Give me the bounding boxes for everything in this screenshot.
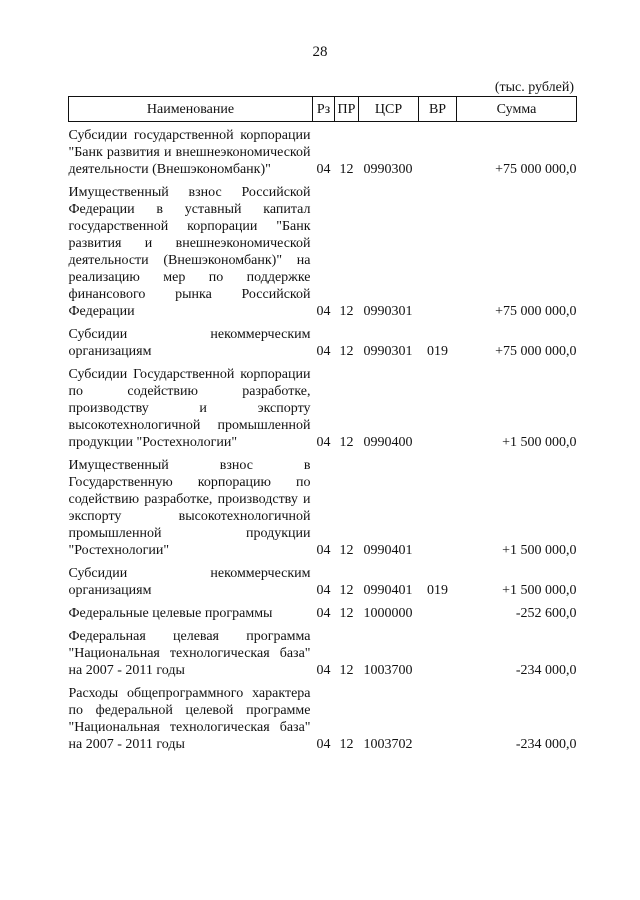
- row-pr: 12: [339, 737, 354, 752]
- row-vr: [419, 599, 457, 622]
- row-vr: [419, 178, 457, 320]
- table-row: [69, 360, 577, 451]
- row-csr: 0990300: [363, 162, 413, 177]
- row-vr: [419, 622, 457, 679]
- row-csr: 0990301: [363, 344, 413, 359]
- page-number: 28: [312, 44, 328, 60]
- row-pr: 12: [339, 606, 354, 621]
- row-rz: 04: [316, 663, 331, 678]
- row-csr: 0990301: [363, 304, 413, 319]
- row-vr: [419, 360, 457, 451]
- row-sum: +1 500 000,0: [502, 583, 577, 598]
- row-pr: 12: [339, 543, 354, 558]
- table-header-row: [69, 97, 577, 122]
- row-name: Имущественный взнос в Государственную корпорацию по содействию разработке, производству и экспорту высокотехнологичной промышленной продукции "Ростехнологии": [68, 458, 311, 558]
- row-name: Расходы общепрограммного характера по федеральной целевой программе "Национальная технологическая база" на 2007 - 2011 годы: [68, 686, 311, 752]
- row-csr: 1003702: [363, 737, 413, 752]
- header-vr: ВР: [419, 97, 457, 122]
- row-rz: 04: [316, 162, 331, 177]
- row-pr: 12: [339, 344, 354, 359]
- table-row: [69, 178, 577, 320]
- row-vr: 019: [427, 583, 448, 598]
- row-rz: 04: [316, 583, 331, 598]
- row-rz: 04: [316, 606, 331, 621]
- row-rz: 04: [316, 304, 331, 319]
- table-row: [69, 451, 577, 559]
- row-name: Федеральные целевые программы: [68, 606, 273, 621]
- row-rz: 04: [316, 543, 331, 558]
- table-row: [69, 559, 577, 599]
- row-csr: 1000000: [363, 606, 413, 621]
- row-sum: +75 000 000,0: [495, 304, 577, 319]
- row-pr: 12: [339, 304, 354, 319]
- units-label: (тыс. рублей): [494, 80, 574, 95]
- table-row: [69, 122, 577, 179]
- row-rz: 04: [316, 344, 331, 359]
- row-vr: 019: [427, 344, 448, 359]
- table-row: [69, 599, 577, 622]
- row-rz: 04: [316, 435, 331, 450]
- row-pr: 12: [339, 435, 354, 450]
- header-csr: ЦСР: [359, 97, 419, 122]
- row-csr: 0990401: [363, 583, 413, 598]
- header-name: Наименование: [69, 97, 313, 122]
- row-name: Субсидии некоммерческим организациям: [68, 327, 311, 359]
- row-sum: +75 000 000,0: [495, 344, 577, 359]
- row-rz: 04: [316, 737, 331, 752]
- row-pr: 12: [339, 583, 354, 598]
- header-pr: ПР: [335, 97, 359, 122]
- row-pr: 12: [339, 663, 354, 678]
- row-name: Федеральная целевая программа "Национальная технологическая база" на 2007 - 2011 годы: [68, 629, 311, 678]
- row-sum: +1 500 000,0: [502, 435, 577, 450]
- budget-table: [68, 96, 577, 753]
- table-row: [69, 622, 577, 679]
- row-sum: -234 000,0: [515, 737, 577, 752]
- row-name: Субсидии Государственной корпорации по содействию разработке, производству и экспорту высокотехнологичной промышленной продукции "Ростехнологии": [68, 367, 311, 450]
- row-name: Имущественный взнос Российской Федерации в уставный капитал государственной корпорации "Банк развития и внешнеэкономической деятельности (Внешэкономбанк)" на реализацию мер по поддержке финансового рынка Российской Федерации: [68, 185, 311, 319]
- row-csr: 0990401: [363, 543, 413, 558]
- row-sum: +75 000 000,0: [495, 162, 577, 177]
- row-sum: -234 000,0: [515, 663, 577, 678]
- header-rz: Рз: [313, 97, 335, 122]
- row-name: Субсидии государственной корпорации "Банк развития и внешнеэкономической деятельности (Внешэкономбанк)": [68, 128, 311, 177]
- row-sum: -252 600,0: [515, 606, 577, 621]
- table-row: [69, 320, 577, 360]
- row-pr: 12: [339, 162, 354, 177]
- table-row: [69, 679, 577, 753]
- row-csr: 1003700: [363, 663, 413, 678]
- row-vr: [419, 122, 457, 179]
- row-name: Субсидии некоммерческим организациям: [68, 566, 311, 598]
- row-vr: [419, 451, 457, 559]
- row-csr: 0990400: [363, 435, 413, 450]
- row-sum: +1 500 000,0: [502, 543, 577, 558]
- header-sum: Сумма: [457, 97, 577, 122]
- row-vr: [419, 679, 457, 753]
